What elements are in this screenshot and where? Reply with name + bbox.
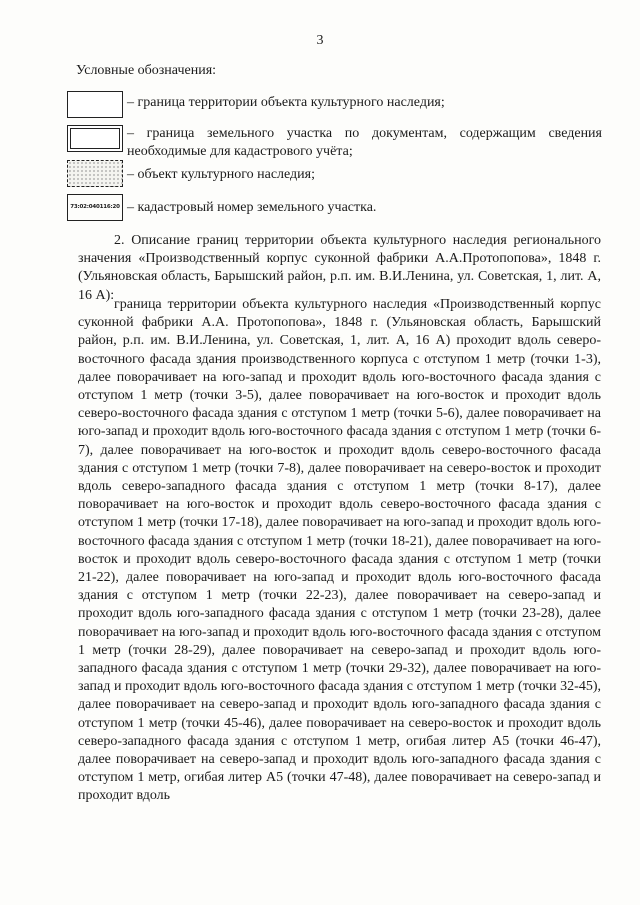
legend-item-text: – граница земельного участка по документам, содержащим сведения необходимые для кадастрового учёта; <box>127 126 602 159</box>
territory-boundary-symbol <box>67 91 123 118</box>
legend-heading: Условные обозначения: <box>76 63 217 78</box>
land-plot-boundary-symbol <box>67 125 123 152</box>
section-body: граница территории объекта культурного наследия «Производственный корпус суконной фабрики А.А. Протопопова», 1848 г. (Ульяновская область, Барышский район, р.п. им. В.И.Ленина, ул. Советская, 1, лит. А, 16 А) проходит вдоль северо-восточного фасада здания производственного корпуса с отступом 1 метр (точки 1-3), далее поворачивает на юго-запад и проходит вдоль юго-восточного фасада здания с отступом 1 метр (точки 3-5), далее поворачивает на юго-восток и проходит вдоль северо-восточного фасада здания с отступом 1 метр (точки 5-6), далее поворачивает на юго-запад и проходит вдоль юго-восточного фасада здания с отступом 1 метр (точки 6-7), далее поворачивает на юго-восток и проходит вдоль северо-восточного фасада здания с отступом 1 метр (точки 7-8), далее поворачивает на северо-восток и проходит вдоль северо-западного фасада здания с отступом 1 метр (точки 8-17), далее поворачивает на юго-восток и проходит вдоль северо-восточного фасада здания с отступом 1 метр (точки 17-18), далее поворачивает на юго-запад и проходит вдоль юго-восточного фасада здания с отступом 1 метр (точки 18-21), далее поворачивает на юго-восток и проходит вдоль северо-восточного фасада здания с отступом 1 метр (точки 21-22), далее поворачивает на юго-запад и проходит вдоль юго-восточного фасада здания с отступом 1 метр (точки 22-23), далее поворачивает на северо-запад и проходит вдоль юго-западного фасада здания с отступом 1 метр (точки 23-28), далее поворачивает на юго-запад и проходит вдоль юго-восточного фасада здания с отступом 1 метр (точки 28-29), далее поворачивает на северо-запад и проходит вдоль юго-западного фасада здания с отступом 1 метр (точки 29-32), далее поворачивает на юго-запад и проходит вдоль юго-восточного фасада здания с отступом 1 метр (точки 32-45), далее поворачивает на северо-запад и проходит вдоль юго-западного фасада здания с отступом 1 метр (точки 45-46), далее поворачивает на северо-восток и проходит вдоль северо-западного фасада здания с отступом 1 метр, огибая литер А5 (точки 46-47), далее поворачивает на северо-запад и проходит вдоль юго-западного фасада здания с отступом 1 метр, огибая литер А5 (точки 47-48), далее поворачивает на северо-запад и проходит вдоль <box>78 297 601 804</box>
heritage-object-symbol <box>67 160 123 187</box>
legend-item-text: – объект культурного наследия; <box>127 167 315 182</box>
page-number: 3 <box>316 33 324 48</box>
section-title: 2. Описание границ территории объекта культурного наследия регионального значения «Производственный корпус суконной фабрики А.А.Протопопова», 1848 г. (Ульяновская область, Барышский район, р.п. им. В.И.Ленина, ул. Советская, 1, лит. А, 16 А): <box>78 233 601 303</box>
legend-item-text: – кадастровый номер земельного участка. <box>127 200 377 215</box>
cadastral-number-symbol: 73:02:040116:20 <box>67 194 123 221</box>
legend-item-text: – граница территории объекта культурного наследия; <box>127 95 445 110</box>
